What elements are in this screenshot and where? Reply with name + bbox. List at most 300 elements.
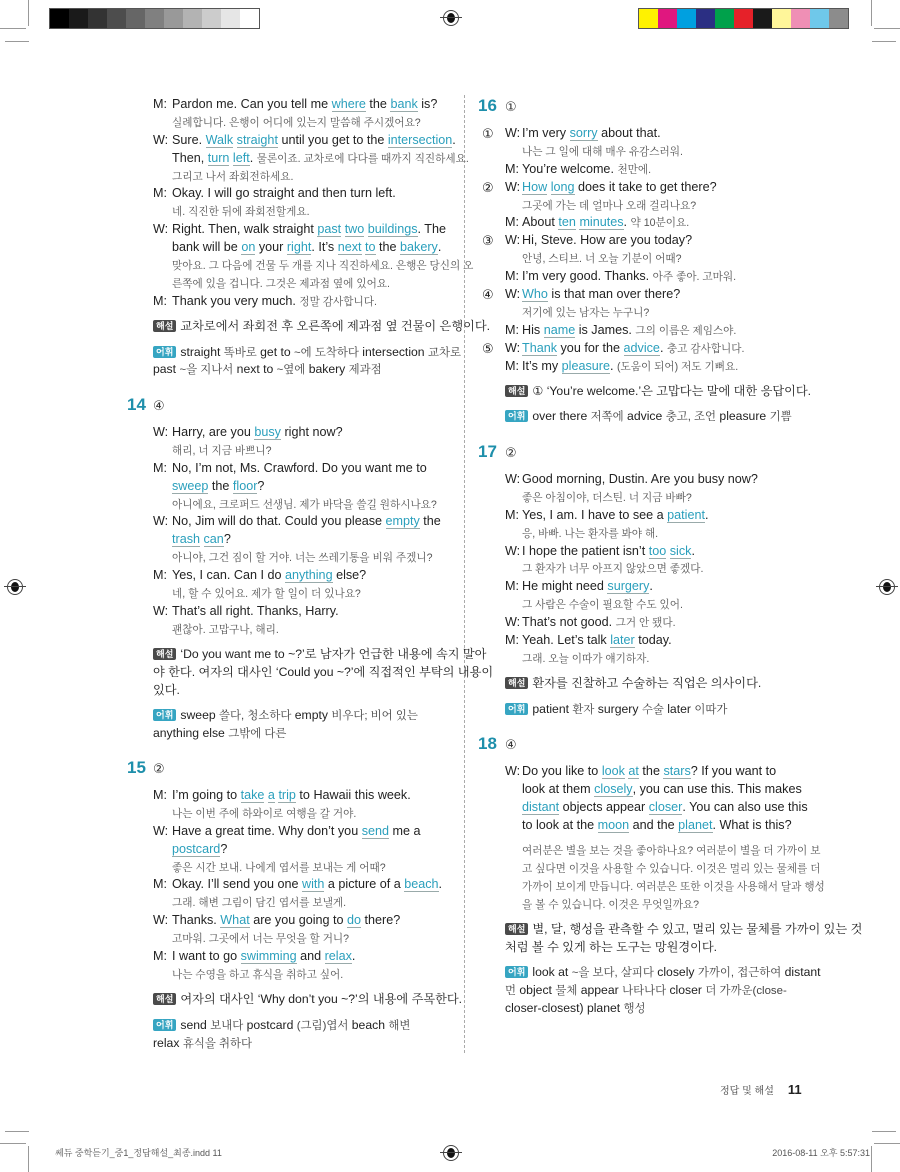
highlighted-word: advice xyxy=(623,340,660,355)
answer-choice: ④ xyxy=(153,398,165,413)
speaker-label: M: xyxy=(153,877,167,892)
explanation-badge: 해설 xyxy=(153,993,176,1005)
vocabulary-text: 어휘 patient 환자 surgery 수술 later 이따가 xyxy=(505,701,727,720)
speaker-label: W: xyxy=(505,287,521,302)
korean-translation: 실례합니다. 은행이 어디에 있는지 말씀해 주시겠어요? xyxy=(172,116,421,129)
row-text xyxy=(522,896,699,915)
highlighted-word: stars xyxy=(663,764,691,778)
option-number: ① xyxy=(482,126,494,141)
speaker-label: W: xyxy=(153,823,169,838)
korean-translation: 그거 안 됐다. xyxy=(615,617,676,630)
vocab-meaning: 기쁨 xyxy=(769,411,792,424)
question-number: 17 xyxy=(478,442,497,461)
korean-translation: 안녕, 스티브. 너 오늘 기분이 어때? xyxy=(522,253,682,266)
row-text: I’m very good. Thanks. 아주 좋아. 고마워. xyxy=(522,269,737,284)
color-swatch xyxy=(107,9,126,28)
color-swatch xyxy=(791,9,810,28)
korean-translation: 아니야, 그건 짐이 할 거야. 너는 쓰레기통을 비워 주겠니? xyxy=(172,552,433,565)
speaker-label: M: xyxy=(505,161,519,176)
crop-mark xyxy=(874,1143,900,1144)
highlighted-word: sick xyxy=(669,543,692,558)
row-text xyxy=(522,489,692,508)
row-text: postcard? xyxy=(172,841,228,856)
crop-mark xyxy=(0,28,26,29)
vocab-meaning: 물체 xyxy=(555,985,578,998)
row-text xyxy=(522,250,682,269)
answer-choice: ④ xyxy=(505,737,517,752)
color-swatch xyxy=(734,9,753,28)
korean-translation: 천만에. xyxy=(617,163,652,176)
korean-translation: 좋은 시간 보내. 나에게 엽서를 보내는 게 어때? xyxy=(172,861,386,874)
vocabulary-badge: 어휘 xyxy=(505,410,528,422)
korean-translation: 좋은 아침이야, 더스틴. 너 지금 바빠? xyxy=(522,491,692,504)
speaker-label: M: xyxy=(505,215,519,230)
crop-mark xyxy=(0,1143,26,1144)
color-swatch xyxy=(50,9,69,28)
color-swatch xyxy=(639,9,658,28)
highlighted-word: bank xyxy=(390,97,418,111)
highlighted-word: distant xyxy=(522,799,560,814)
korean-translation: 맞아요. 그 다음에 건물 두 개를 지나 직진하세요. 은행은 당신의 오 xyxy=(172,260,474,273)
row-text xyxy=(522,304,649,323)
row-text: You’re welcome. 천만에. xyxy=(522,161,652,176)
row-text xyxy=(522,860,820,879)
registration-mark-icon xyxy=(443,1145,459,1161)
highlighted-word: right xyxy=(286,240,312,255)
row-text: No, Jim will do that. Could you please empty the xyxy=(172,514,441,529)
vocabulary-text: 어휘 sweep 쓸다, 청소하다 empty 비우다; 비어 있는 xyxy=(153,707,418,726)
row-text: Sure. Walk straight until you get to the intersection. xyxy=(172,132,456,147)
row-text: Okay. I will go straight and then turn left. xyxy=(172,186,396,201)
korean-translation: 네. 직진한 뒤에 좌회전할게요. xyxy=(172,206,310,219)
highlighted-word: can xyxy=(203,532,224,547)
vocab-meaning: 가까이, 접근하여 xyxy=(697,967,782,980)
row-text: He might need surgery. xyxy=(522,579,653,594)
highlighted-word: buildings xyxy=(367,222,418,237)
row-text: Thank you for the advice. 충고 감사합니다. xyxy=(522,340,745,355)
highlighted-word: where xyxy=(331,97,366,111)
row-text: That’s not good. 그거 안 됐다. xyxy=(522,615,676,630)
highlighted-word: Who xyxy=(522,287,548,302)
highlighted-word: Thank xyxy=(522,340,558,355)
korean-translation: 나는 수영을 하고 휴식을 취하고 싶어. xyxy=(172,968,344,981)
row-text xyxy=(522,650,649,669)
highlighted-word: a xyxy=(267,788,275,802)
vocab-meaning: 행성 xyxy=(623,1003,646,1016)
row-text: Who is that man over there? xyxy=(522,287,681,302)
row-text: distant objects appear closer. You can also use this xyxy=(522,799,808,814)
color-swatch xyxy=(221,9,240,28)
speaker-label: W: xyxy=(153,603,169,618)
korean-translation: 정말 감사합니다. xyxy=(299,295,377,308)
korean-translation: 을 볼 수 있습니다. 이것은 무엇일까요? xyxy=(522,898,700,911)
row-text: look at them closely, you can use this. This makes xyxy=(522,781,802,796)
vocab-meaning: 이따가 xyxy=(694,703,728,716)
highlighted-word: two xyxy=(344,222,365,237)
row-text xyxy=(522,878,825,897)
explanation-text: 해설 교차로에서 좌회전 후 오른쪽에 제과점 옆 건물이 은행이다. xyxy=(153,318,490,336)
row-text: sweep the floor? xyxy=(172,478,265,493)
crop-mark xyxy=(872,41,896,42)
slug-filename: 쎄듀 중학듣기_중1_정답해설_최종.indd 11 xyxy=(55,1148,222,1158)
vocab-meaning: 먼 xyxy=(505,985,517,998)
crop-mark xyxy=(28,0,29,26)
vocab-meaning: 보내다 xyxy=(210,1019,244,1032)
vocab-meaning: 쓸다, 청소하다 xyxy=(219,710,292,723)
row-text: I hope the patient isn’t too sick. xyxy=(522,543,695,558)
korean-translation: 여러분은 별을 보는 것을 좋아하나요? 여러분이 별을 더 가까이 보 xyxy=(522,845,821,858)
color-swatch xyxy=(753,9,772,28)
highlighted-word: next xyxy=(337,240,362,255)
speaker-label: W: xyxy=(505,543,521,558)
color-swatch xyxy=(164,9,183,28)
speaker-label: M: xyxy=(505,358,519,373)
color-swatch xyxy=(696,9,715,28)
option-number: ③ xyxy=(482,233,494,249)
row-text xyxy=(172,966,343,985)
highlighted-word: minutes xyxy=(579,215,624,230)
highlighted-word: empty xyxy=(385,514,420,529)
speaker-label: W: xyxy=(153,222,169,237)
highlighted-word: take xyxy=(240,788,265,802)
korean-translation: (도움이 되어) 저도 기뻐요. xyxy=(616,360,739,373)
row-text: About ten minutes. 약 10분이요. xyxy=(522,215,690,230)
option-number: ② xyxy=(482,179,494,195)
vocabulary-text: 어휘 send 보내다 postcard (그림)엽서 beach 해변 xyxy=(153,1017,410,1036)
row-text: to look at the moon and the planet. What is this? xyxy=(522,817,792,832)
page-number: 11 xyxy=(787,1082,802,1097)
highlighted-word: look xyxy=(601,764,625,778)
slug-timestamp: 2016-08-11 오후 5:57:31 xyxy=(772,1148,870,1158)
color-swatch xyxy=(88,9,107,28)
vocabulary-badge: 어휘 xyxy=(505,703,528,715)
row-text: Hi, Steve. How are you today? xyxy=(522,233,693,248)
row-text xyxy=(172,275,390,294)
speaker-label: M: xyxy=(153,460,167,475)
answer-choice: ② xyxy=(153,761,165,776)
korean-translation: 충고 감사합니다. xyxy=(666,342,745,355)
vocabulary-text: relax 휴식을 취하다 xyxy=(153,1035,252,1050)
color-swatch xyxy=(772,9,791,28)
vocab-meaning: ~을 보다, 살피다 xyxy=(571,967,654,980)
row-text: Yeah. Let’s talk later today. xyxy=(522,633,672,648)
highlighted-word: left xyxy=(232,150,250,165)
korean-translation: 응, 바빠. 나는 환자를 봐야 해. xyxy=(522,527,659,540)
highlighted-word: straight xyxy=(236,132,278,147)
korean-translation: 그곳에 가는 데 얼마나 오래 걸리나요? xyxy=(522,199,697,212)
row-text: I’m very sorry about that. xyxy=(522,126,661,140)
vocabulary-text: 어휘 straight 똑바로 get to ~에 도착하다 intersection 교차로 xyxy=(153,344,461,363)
highlighted-word: closer xyxy=(648,799,683,814)
korean-translation: 나는 이번 주에 하와이로 여행을 갈 거야. xyxy=(172,807,357,820)
color-swatch xyxy=(810,9,829,28)
registration-mark-icon xyxy=(7,579,23,595)
speaker-label: M: xyxy=(505,322,519,337)
korean-translation: 아주 좋아. 고마워. xyxy=(652,271,737,284)
korean-translation: 그리고 나서 좌회전하세요. xyxy=(172,170,294,183)
highlighted-word: closely xyxy=(594,781,633,796)
speaker-label: W: xyxy=(153,132,169,147)
korean-translation: 그 사람은 수술이 필요할 수도 있어. xyxy=(522,599,683,612)
row-text xyxy=(172,114,421,133)
vocab-meaning: 해변 xyxy=(388,1019,411,1032)
vocab-meaning: 비우다; 비어 있는 xyxy=(331,710,418,723)
vocabulary-badge: 어휘 xyxy=(153,709,176,721)
highlighted-word: moon xyxy=(597,817,630,832)
korean-translation: 나는 그 일에 대해 매우 유감스러워. xyxy=(522,145,683,158)
highlighted-word: beach xyxy=(404,877,439,892)
row-text xyxy=(172,203,310,222)
crop-mark xyxy=(28,1146,29,1172)
highlighted-word: sorry xyxy=(569,126,598,140)
highlighted-word: do xyxy=(347,913,362,928)
highlighted-word: sweep xyxy=(172,478,209,493)
highlighted-word: ten xyxy=(558,215,576,230)
row-text xyxy=(522,143,683,162)
row-text xyxy=(172,859,386,878)
highlighted-word: bakery xyxy=(400,240,438,255)
footer-label: 정답 및 해설 xyxy=(720,1086,774,1097)
row-text: Yes, I am. I have to see a patient. xyxy=(522,507,709,522)
row-text: It’s my pleasure. (도움이 되어) 저도 기뻐요. xyxy=(522,358,739,373)
row-text xyxy=(172,442,272,461)
gray-swatch-bar xyxy=(49,8,260,29)
explanation-text: 해설 ① ‘You’re welcome.’은 고맙다는 말에 대한 응답이다. xyxy=(505,383,811,401)
explanation-text: 야 한다. 여자의 대사인 ‘Could you ~?’에 직접적인 부탁의 내용이 xyxy=(153,665,494,680)
row-text: Pardon me. Can you tell me where the bank is? xyxy=(172,97,438,111)
speaker-label: M: xyxy=(153,949,167,964)
vocabulary-text: closer-closest) planet 행성 xyxy=(505,1001,646,1016)
question-number: 16 xyxy=(478,96,497,115)
explanation-text: 있다. xyxy=(153,682,180,697)
explanation-badge: 해설 xyxy=(153,648,176,660)
explanation-badge: 해설 xyxy=(153,320,176,332)
row-text: No, I’m not, Ms. Crawford. Do you want me to xyxy=(172,460,427,475)
highlighted-word: Walk xyxy=(205,132,234,147)
vocab-meaning: 나타나다 xyxy=(622,985,667,998)
color-swatch xyxy=(183,9,202,28)
vocabulary-text: 먼 object 물체 appear 나타나다 closer 더 가까운(close- xyxy=(505,983,787,998)
highlighted-word: How xyxy=(522,179,548,194)
registration-mark-icon xyxy=(443,10,459,26)
vocab-meaning: 더 가까운(close- xyxy=(705,985,787,998)
speaker-label: M: xyxy=(153,97,167,111)
speaker-label: M: xyxy=(153,293,167,308)
explanation-badge: 해설 xyxy=(505,923,528,935)
vocabulary-badge: 어휘 xyxy=(153,1019,176,1031)
korean-translation: 네, 할 수 있어요. 제가 할 일이 더 있나요? xyxy=(172,588,361,601)
row-text xyxy=(522,842,820,861)
highlighted-word: relax xyxy=(324,949,352,964)
registration-mark-icon xyxy=(879,579,895,595)
row-text xyxy=(172,257,473,276)
highlighted-word: pleasure xyxy=(561,358,610,373)
option-number: ④ xyxy=(482,287,494,303)
vocab-meaning: ~을 지나서 xyxy=(179,364,234,377)
korean-translation: 그래. 해변 그림이 담긴 엽서를 보낼게. xyxy=(172,897,347,910)
highlighted-word: name xyxy=(543,322,576,337)
highlighted-word: at xyxy=(628,764,639,778)
vocabulary-text: 어휘 look at ~을 보다, 살피다 closely 가까이, 접근하여 distant xyxy=(505,964,821,983)
vocab-meaning: (그림)엽서 xyxy=(296,1019,349,1032)
vocab-meaning: 똑바로 xyxy=(223,346,257,359)
color-swatch xyxy=(69,9,88,28)
row-text: Okay. I’ll send you one with a picture of a beach. xyxy=(172,877,443,892)
row-text xyxy=(172,168,293,187)
speaker-label: W: xyxy=(153,913,169,928)
speaker-label: W: xyxy=(153,425,169,439)
row-text: How long does it take to get there? xyxy=(522,179,717,194)
row-text xyxy=(522,525,658,544)
korean-translation: 약 10분이요. xyxy=(630,217,690,230)
row-text: Yes, I can. Can I do anything else? xyxy=(172,568,367,583)
row-text: Good morning, Dustin. Are you busy now? xyxy=(522,472,758,486)
highlighted-word: trash xyxy=(172,532,200,547)
color-swatch xyxy=(677,9,696,28)
row-text xyxy=(172,621,279,640)
row-text: Have a great time. Why don’t you send me a xyxy=(172,823,421,838)
explanation-text: 해설 별, 달, 행성을 관측할 수 있고, 멀리 있는 물체를 가까이 있는 것 xyxy=(505,921,862,939)
answer-choice: ② xyxy=(505,445,517,460)
highlighted-word: surgery xyxy=(607,579,650,594)
korean-translation: 가까이 보이게 만듭니다. 여러분은 또한 이것을 사용해서 달과 행성 xyxy=(522,880,825,893)
highlighted-word: postcard xyxy=(172,841,221,856)
vocab-meaning: 환자 xyxy=(572,703,595,716)
answer-choice: ① xyxy=(505,99,517,114)
vocab-meaning: 교차로 xyxy=(427,346,461,359)
vocab-meaning: ~에 도착하다 xyxy=(294,346,359,359)
highlighted-word: long xyxy=(550,179,575,194)
crop-mark xyxy=(872,1131,896,1132)
row-text: trash can? xyxy=(172,532,231,547)
vocab-meaning: 수술 xyxy=(641,703,664,716)
explanation-text: 해설 여자의 대사인 ‘Why don’t you ~?’의 내용에 주목한다. xyxy=(153,991,462,1009)
korean-translation: 그의 이름은 제임스야. xyxy=(635,324,737,337)
row-text: I’m going to take a trip to Hawaii this week. xyxy=(172,788,411,802)
row-text: Thanks. What are you going to do there? xyxy=(172,913,401,928)
korean-translation: 그 환자가 너무 아프지 않았으면 좋겠다. xyxy=(522,563,704,576)
korean-translation: 고 싶다면 이것을 사용할 수 있습니다. 이것은 멀리 있는 물체를 더 xyxy=(522,862,821,875)
speaker-label: W: xyxy=(505,179,521,194)
highlighted-word: past xyxy=(317,222,342,237)
explanation-badge: 해설 xyxy=(505,385,528,397)
vocabulary-text: anything else 그밖에 다른 xyxy=(153,726,287,741)
row-text xyxy=(522,596,683,615)
explanation-text: 처럼 볼 수 있게 하는 도구는 망원경이다. xyxy=(505,940,718,955)
question-number: 18 xyxy=(478,734,497,753)
crop-mark xyxy=(5,41,29,42)
row-text xyxy=(522,197,696,216)
highlighted-word: too xyxy=(648,543,667,558)
speaker-label: W: xyxy=(505,126,521,140)
row-text: Do you like to look at the stars? If you want to xyxy=(522,764,777,778)
row-text xyxy=(172,549,432,568)
highlighted-word: later xyxy=(610,633,635,648)
row-text xyxy=(172,894,346,913)
highlighted-word: swimming xyxy=(240,949,297,964)
vocabulary-text: past ~을 지나서 next to ~옆에 bakery 제과점 xyxy=(153,362,382,377)
speaker-label: W: xyxy=(505,472,521,486)
question-number: 14 xyxy=(127,395,146,414)
highlighted-word: on xyxy=(241,240,256,255)
highlighted-word: send xyxy=(361,823,390,838)
speaker-label: M: xyxy=(505,633,519,648)
explanation-text: 해설 환자를 진찰하고 수술하는 직업은 의사이다. xyxy=(505,675,761,693)
vocab-meaning: 휴식을 취하다 xyxy=(182,1037,252,1050)
speaker-label: W: xyxy=(505,764,521,778)
row-text: I want to go swimming and relax. xyxy=(172,949,356,964)
highlighted-word: patient xyxy=(667,507,705,522)
vocabulary-text: 어휘 over there 저쪽에 advice 충고, 조언 pleasure 기쁨 xyxy=(505,408,792,427)
korean-translation: 아니에요, 크로퍼드 선생님. 제가 바닥을 쓸길 원하시나요? xyxy=(172,498,437,511)
speaker-label: M: xyxy=(505,579,519,594)
vocab-meaning: ~옆에 xyxy=(276,364,306,377)
crop-mark xyxy=(874,28,900,29)
vocab-meaning: 저쪽에 xyxy=(590,411,624,424)
highlighted-word: floor xyxy=(232,478,258,493)
row-text: Then, turn left. 물론이죠. 교차로에 다다를 때까지 직진하세요. xyxy=(172,150,469,165)
highlighted-word: anything xyxy=(284,568,333,583)
vocabulary-badge: 어휘 xyxy=(505,966,528,978)
highlighted-word: turn xyxy=(207,150,230,165)
crop-mark xyxy=(871,1146,872,1172)
speaker-label: W: xyxy=(153,514,169,529)
speaker-label: W: xyxy=(505,615,521,630)
korean-translation: 괜찮아. 고맙구나, 해리. xyxy=(172,623,279,636)
row-text: Right. Then, walk straight past two buildings. The xyxy=(172,222,446,237)
vocab-meaning: 그밖에 다른 xyxy=(228,728,287,741)
korean-translation: 른쪽에 있을 겁니다. 그것은 제과점 옆에 있어요. xyxy=(172,277,390,290)
color-swatch xyxy=(829,9,848,28)
color-swatch xyxy=(715,9,734,28)
question-number: 15 xyxy=(127,758,146,777)
korean-translation: 고마워. 그곳에서 너는 무엇을 할 거니? xyxy=(172,933,350,946)
page-footer xyxy=(720,1082,802,1097)
row-text: Harry, are you busy right now? xyxy=(172,425,343,439)
crop-mark xyxy=(5,1131,29,1132)
vocab-meaning: 충고, 조언 xyxy=(665,411,717,424)
row-text xyxy=(172,585,361,604)
row-text xyxy=(172,930,349,949)
korean-translation: 해리, 너 지금 바쁘니? xyxy=(172,444,272,457)
color-swatch xyxy=(202,9,221,28)
highlighted-word: What xyxy=(220,913,250,928)
explanation-badge: 해설 xyxy=(505,677,528,689)
color-swatch xyxy=(240,9,259,28)
row-text xyxy=(172,496,437,515)
korean-translation: 그래. 오늘 이따가 얘기하자. xyxy=(522,652,650,665)
highlighted-word: with xyxy=(301,877,325,892)
korean-translation: 저기에 있는 남자는 누구니? xyxy=(522,306,650,319)
explanation-text: 해설 ‘Do you want me to ~?’로 남자가 언급한 내용에 속지 말아 xyxy=(153,646,486,664)
highlighted-word: busy xyxy=(254,425,281,439)
speaker-label: M: xyxy=(505,269,519,284)
row-text: That’s all right. Thanks, Harry. xyxy=(172,603,339,618)
row-text: bank will be on your right. It’s next to the bakery. xyxy=(172,240,442,255)
speaker-label: M: xyxy=(153,186,167,201)
speaker-label: M: xyxy=(153,788,167,802)
color-swatch xyxy=(126,9,145,28)
speaker-label: W: xyxy=(505,340,521,355)
option-number: ⑤ xyxy=(482,340,494,356)
highlighted-word: to xyxy=(365,240,376,255)
vocabulary-badge: 어휘 xyxy=(153,346,176,358)
korean-translation: 물론이죠. 교차로에 다다를 때까지 직진하세요. xyxy=(256,152,469,165)
color-swatch xyxy=(658,9,677,28)
row-text xyxy=(522,560,703,579)
highlighted-word: intersection xyxy=(387,132,453,147)
row-text: Thank you very much. 정말 감사합니다. xyxy=(172,293,377,308)
